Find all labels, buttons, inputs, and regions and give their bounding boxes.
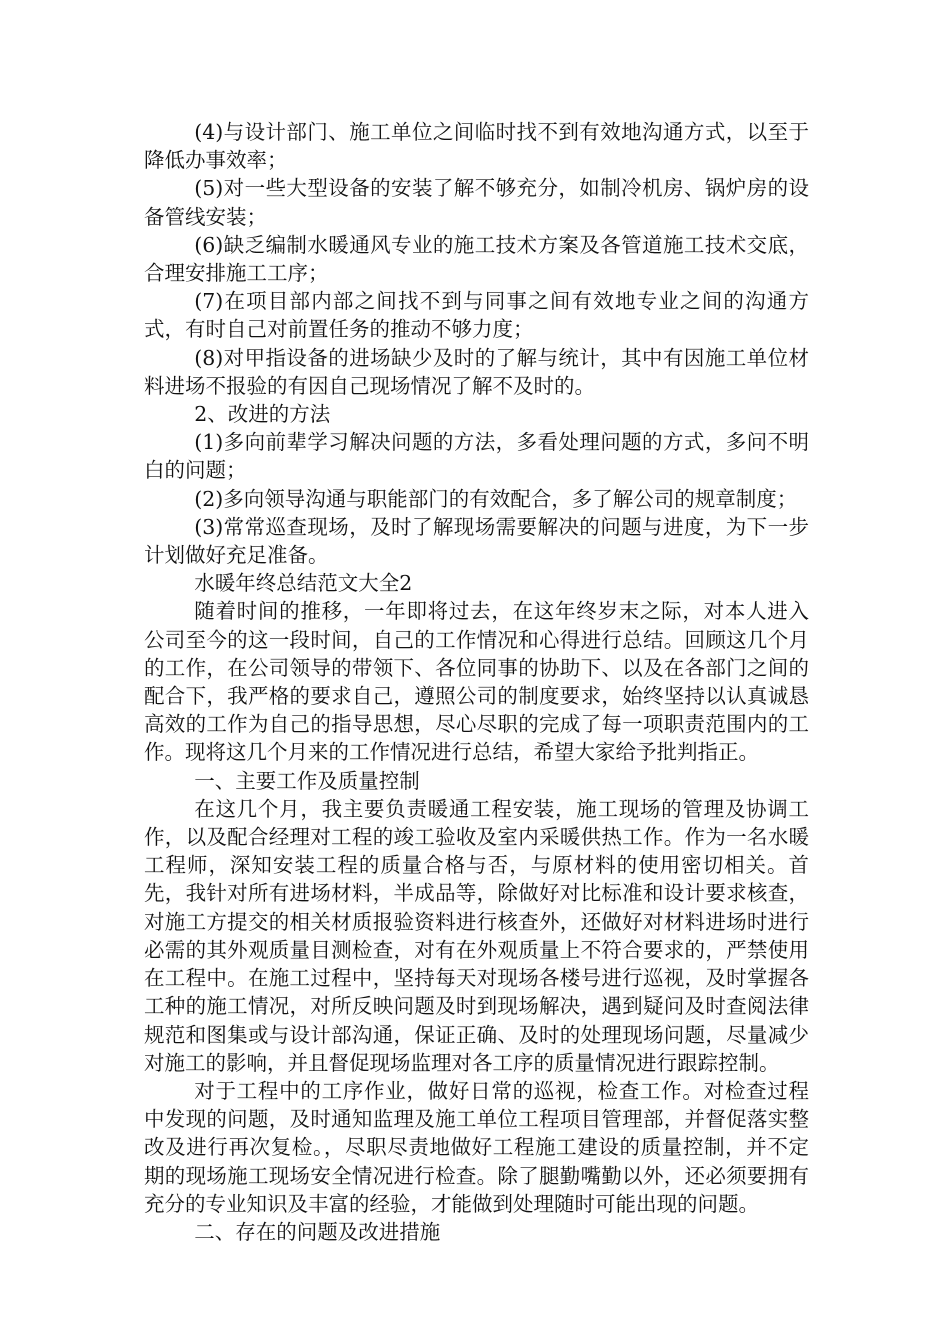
paragraph-item-7: (7)在项目部内部之间找不到与同事之间有效地专业之间的沟通方式，有时自己对前置任务的推动不够力度； (144, 289, 809, 342)
paragraph-intro: 随着时间的推移，一年即将过去，在这年终岁末之际，对本人进入公司至今的这一段时间，自己的工作情况和心得进行总结。回顾这几个月的工作，在公司领导的带领下、各位同事的协助下、以及在各部门之间的配合下，我严格的要求自己，遵照公司的制度要求，始终坚持以认真诚恳高效的工作为自己的指导思想，尽心尽职的完成了每一项职责范围内的工作。现将这几个月来的工作情况进行总结，希望大家给予批判指正。 (144, 599, 809, 765)
section-heading-main-work: 一、主要工作及质量控制 (194, 768, 420, 793)
paragraph-item-4: (4)与设计部门、施工单位之间临时找不到有效地沟通方式，以至于降低办事效率； (144, 120, 809, 173)
paragraph-item-5: (5)对一些大型设备的安装了解不够充分，如制冷机房、锅炉房的设备管线安装； (144, 176, 809, 229)
paragraph-process-inspection: 对于工程中的工序作业，做好日常的巡视，检查工作。对检查过程中发现的问题，及时通知监理及施工单位工程项目管理部，并督促落实整改及进行再次复检。，尽职尽责地做好工程施工建设的质量控制，并不定期的现场施工现场安全情况进行检查。除了腿勤嘴勤以外，还必须要拥有充分的专业知识及丰富的经验，才能做到处理随时可能出现的问题。 (144, 1078, 809, 1216)
document-body (144, 118, 809, 1246)
paragraph-item-6: (6)缺乏编制水暖通风专业的施工技术方案及各管道施工技术交底，合理安排施工工序； (144, 232, 809, 286)
paragraph-method-1: (1)多向前辈学习解决问题的方法，多看处理问题的方式，多问不明白的问题； (144, 430, 809, 483)
section-heading-problems: 二、存在的问题及改进措施 (194, 1219, 441, 1244)
section-heading-improvement-methods: 2、改进的方法 (194, 402, 331, 427)
paragraph-item-8: (8)对甲指设备的进场缺少及时的了解与统计，其中有因施工单位材料进场不报验的有因自己现场情况了解不及时的。 (144, 345, 809, 398)
paragraph-method-2: (2)多向领导沟通与职能部门的有效配合，多了解公司的规章制度； (194, 486, 798, 511)
article-title-2: 水暖年终总结范文大全2 (194, 571, 413, 596)
paragraph-main-work: 在这几个月，我主要负责暖通工程安装，施工现场的管理及协调工作，以及配合经理对工程的竣工验收及室内采暖供热工作。作为一名水暖工程师，深知安装工程的质量合格与否，与原材料的使用密切相关。首先，我针对所有进场材料，半成品等，除做好对比标准和设计要求核查，对施工方提交的相关材质报验资料进行核查外，还做好对材料进场时进行必需的其外观质量目测检查，对有在外观质量上不符合要求的，严禁使用在工程中。在施工过程中，坚持每天对现场各楼号进行巡视，及时掌握各工种的施工情况，对所反映问题及时到现场解决，遇到疑问及时查阅法律规范和图集或与设计部沟通，保证正确、及时的处理现场问题，尽量减少对施工的影响，并且督促现场监理对各工序的质量情况进行跟踪控制。 (144, 796, 809, 1075)
paragraph-method-3: (3)常常巡查现场，及时了解现场需要解决的问题与进度，为下一步计划做好充足准备。 (144, 514, 809, 568)
